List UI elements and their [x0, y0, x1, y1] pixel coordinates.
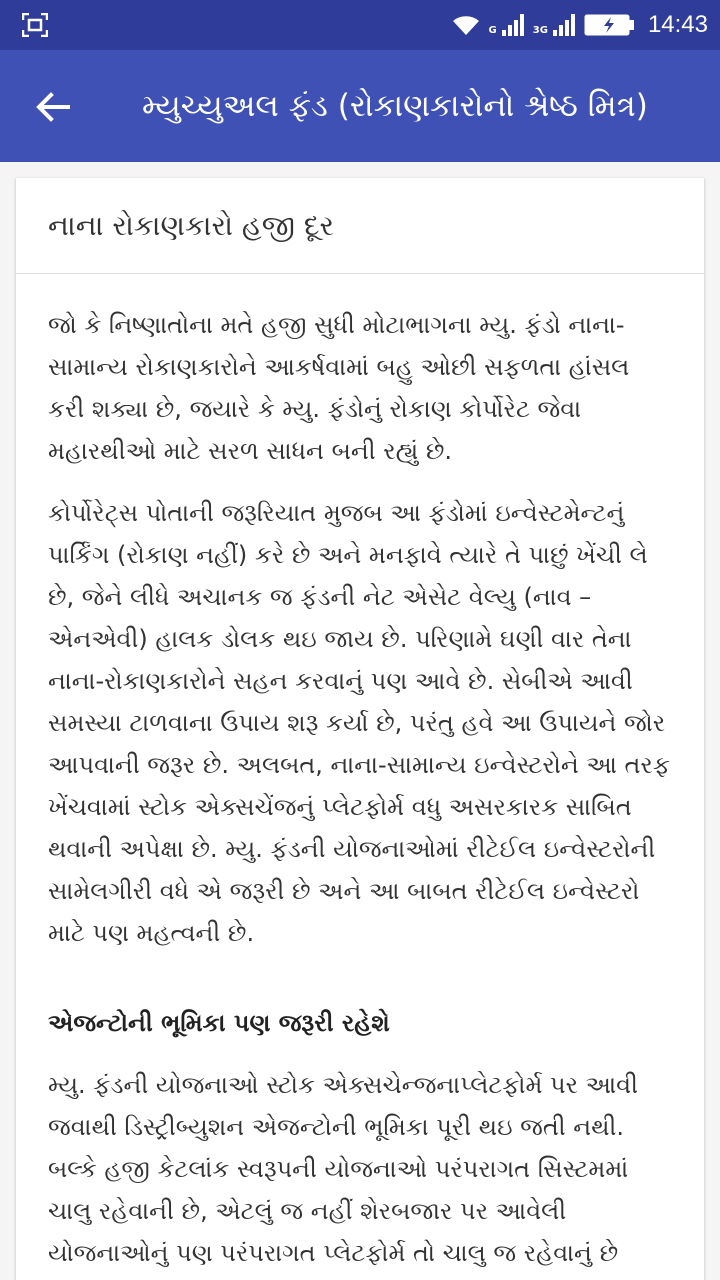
article-paragraph: મ્યુ. ફંડની યોજનાઓ સ્ટોક એક્સચેન્જનાપ્લેટફોર્મ પર આવી જવાથી ડિસ્ટ્રીબ્યુશન એજન્ટોની ભૂમિકા પૂરી થઇ જતી નથી. બલ્કે હજી કેટલાંક સ્વરૂપની યોજનાઓ પરંપરાગત સિસ્ટમમાં ચાલુ રહેવાની છે, એટલું જ નહીં શેરબજાર પર આવેલી યોજનાઓનું પણ પરંપરાગત પ્લેટફોર્મ તો ચાલુ જ રહેવાનું છે: [48, 1071, 638, 1267]
article-heading: નાના રોકાણકારો હજી દૂર: [16, 178, 704, 274]
article-content: [16, 274, 704, 1274]
page-title: મ્યુચ્યુઅલ ફંડ (રોકાણકારોનો શ્રેષ્ઠ મિત્ર): [142, 88, 648, 124]
wifi-icon: [451, 13, 481, 37]
signal-icon-3g: [552, 13, 576, 37]
back-arrow-icon[interactable]: [30, 84, 76, 130]
battery-icon: [584, 14, 636, 36]
network-3g-label: 3G: [532, 25, 548, 36]
article-subheading: એજન્ટોની ભૂમિકા પણ જરૂરી રહેશે: [48, 1009, 390, 1037]
article-paragraph: કોર્પોરેટ્સ પોતાની જરૂરિયાત મુજબ આ ફંડોમાં ઇન્વેસ્ટમેન્ટનું પાર્કિંગ (રોકાણ નહીં) કરે છે અને મનફાવે ત્યારે તે પાછું ખેંચી લે છે, જેને લીધે અચાનક જ ફંડની નેટ એસેટ વેલ્યુ (નાવ – એનએવી) હાલક ડોલક થઇ જાય છે. પરિણામે ઘણી વાર તેના નાના-રોકાણકારોને સહન કરવાનું પણ આવે છે. સેબીએ આવી સમસ્યા ટાળવાના ઉપાય શરૂ કર્યા છે, પરંતુ હવે આ ઉપાયને જોર આપવાની જરૂર છે. અલબત, નાના-સામાન્ય ઇન્વેસ્ટરોને આ તરફ ખેંચવામાં સ્ટોક એક્સચેંજનું પ્લેટફોર્મ વધુ અસરકારક સાબિત થવાની અપેક્ષા છે. મ્યુ. ફંડની યોજનાઓમાં રીટેઈલ ઇન્વેસ્ટરોની સામેલગીરી વધે એ જરૂરી છે અને આ બાબત રીટેઈલ ઇન્વેસ્ટરો માટે પણ મહત્વની છે.: [48, 499, 670, 947]
status-bar: [0, 0, 720, 50]
signal-icon-g: [501, 13, 525, 37]
article-paragraph: જો કે નિષ્ણાતોના મતે હજી સુધી મોટાભાગના મ્યુ. ફંડો નાના-સામાન્ય રોકાણકારોને આકર્ષવામાં બહુ ઓછી સફળતા હાંસલ કરી શક્યા છે, જયારે કે મ્યુ. ફંડોનું રોકાણ કોર્પોરેટ જેવા મહારથીઓ માટે સરળ સાધન બની રહ્યું છે.: [48, 311, 630, 465]
screenshot-scan-icon: [22, 13, 48, 37]
clock: 14:43: [647, 11, 708, 38]
network-g-label: G: [488, 25, 497, 36]
article-card: [16, 178, 704, 1280]
app-bar: [0, 50, 720, 162]
